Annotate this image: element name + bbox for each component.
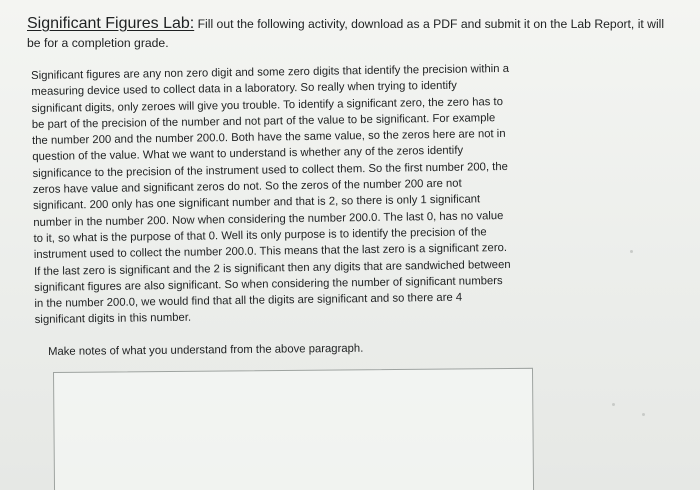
paper-speck [630,250,633,253]
notes-text-box[interactable] [53,368,534,490]
paper-speck [642,413,645,416]
instructions-text: Fill out the following activity, download as a PDF and submit it on the Lab Report, it will be for a completion grade. [27,17,665,50]
paper-speck [612,403,615,406]
page-title: Significant Figures Lab: [27,15,195,32]
header [27,14,667,53]
notes-prompt: Make notes of what you understand from the above paragraph. [48,342,364,358]
explanation-paragraph: Significant figures are any non zero digit and some zero digits that identify the precision within a measuring device used to collect data in a laboratory. So really when trying to identify significant digits, only zeroes will give you trouble. To identify a significant zero, the zero has to be part of the precision of the number and not part of the value to be significant. For example the number 200 and the number 200.0. Both have the same value, so the zeros here are not in question of the value. What we want to understand is whether any of the zeros identify significance to the precision of the instrument used to collect them. So the first number 200, the zeros have value and significant zeros do not. So the zeros of the number 200 are not significant. 200 only has one significant number and that is 2, so there is only 1 significant number in the number 200. Now when considering the number 200.0. The last 0, has no value to it, so what is the purpose of that 0. Well its only purpose is to identify the precision of the instrument used to collect the number 200.0. This means that the last zero is a significant zero. If the last zero is significant and the 2 is significant then any digits that are sandwiched between significant figures are also significant. So when considering the number of significant numbers in the number 200.0, we would find that all the digits are significant and so there are 4 significant digits in this number. [31,62,511,327]
